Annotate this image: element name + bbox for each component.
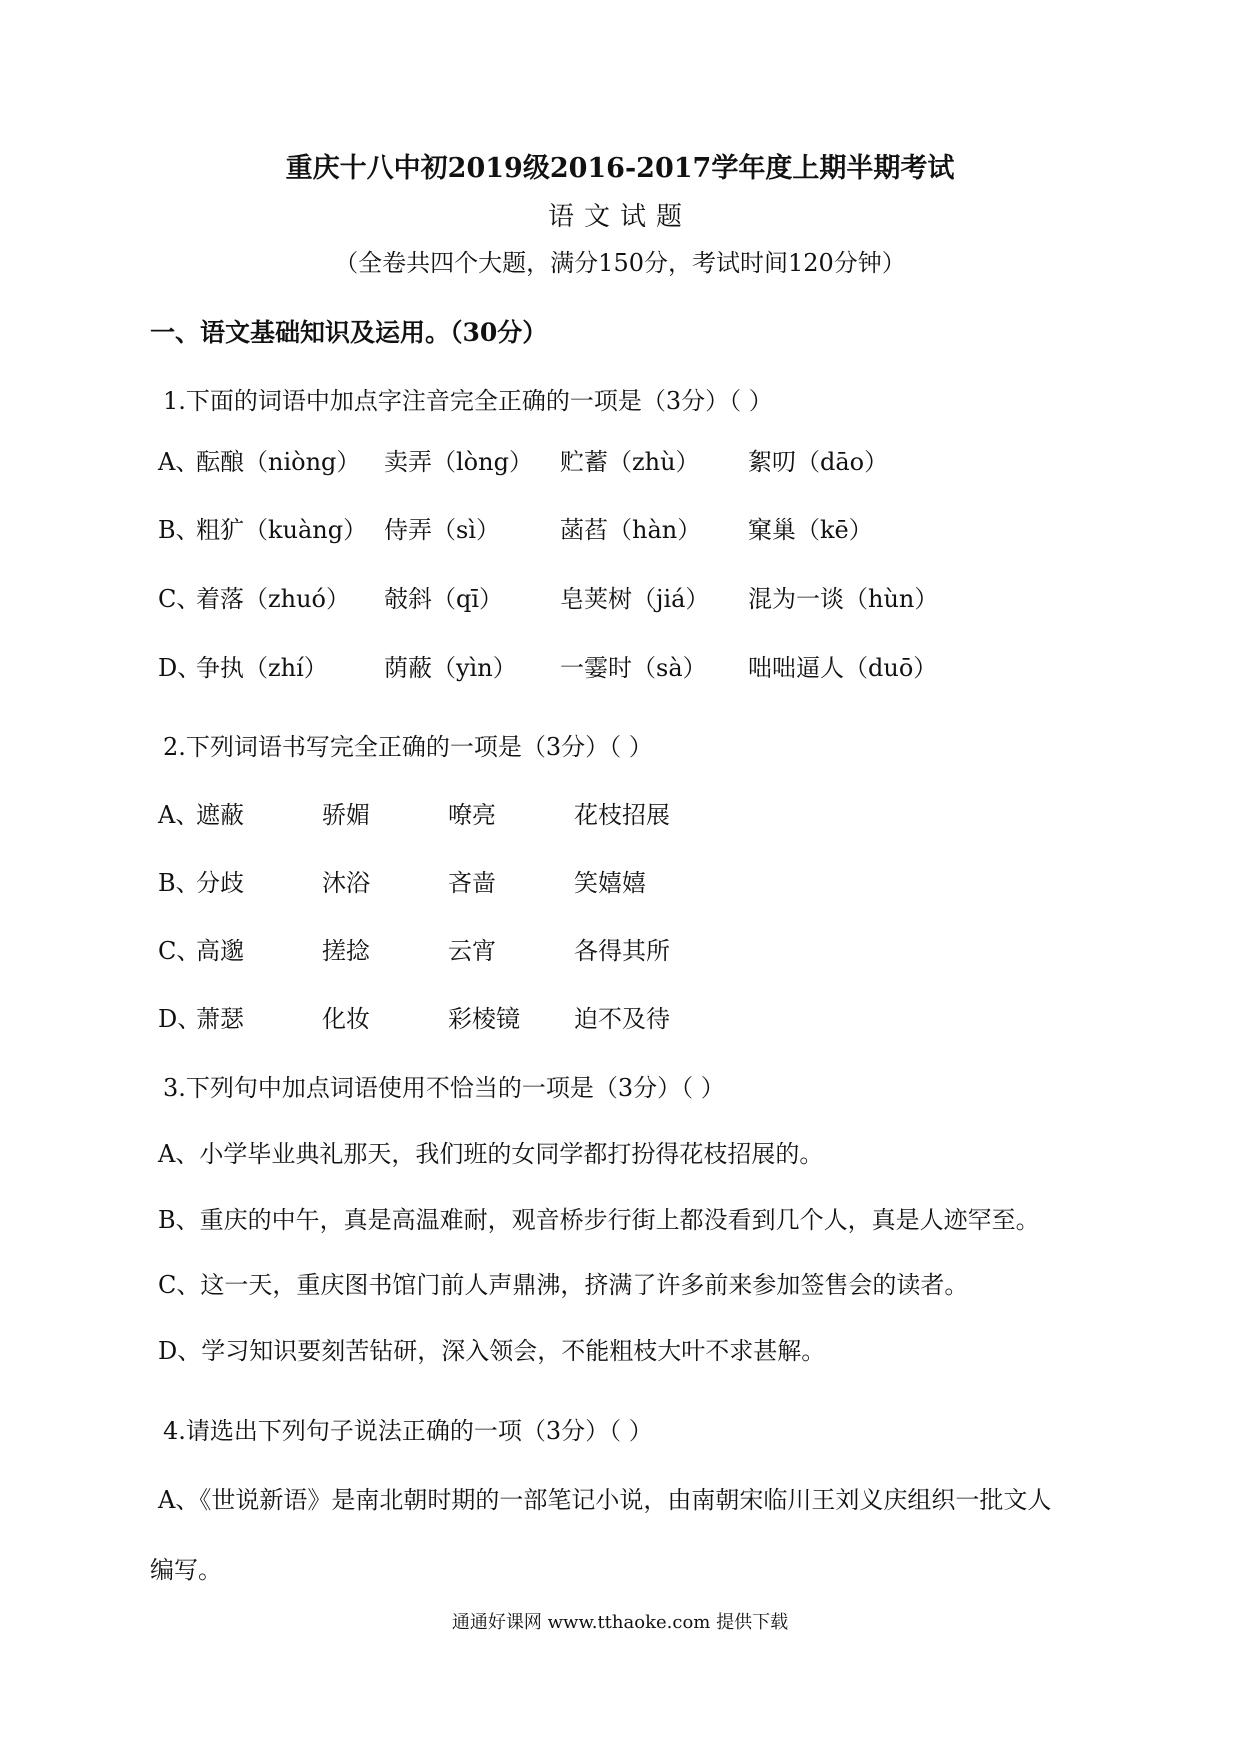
option-item: 搓捻 <box>322 937 370 965</box>
option-item: 彩棱镜 <box>448 1005 520 1033</box>
option-item: 沐浴 <box>322 869 370 897</box>
option-label: A、 <box>158 448 200 476</box>
option-item: 卖弄（lòng） <box>384 448 533 476</box>
option-item: 笑嬉嬉 <box>574 869 646 897</box>
option-item: 贮蓄（zhù） <box>560 448 700 476</box>
option-label: C、 <box>158 937 201 965</box>
option-item: 分歧 <box>196 869 244 897</box>
exam-subtitle: 语文试题 <box>547 202 692 232</box>
question-2-stem: 2.下列词语书写完全正确的一项是（3分）（ ） <box>163 733 653 761</box>
option-item: 萧瑟 <box>196 1005 244 1033</box>
option-item: 侍弄（sì） <box>384 516 500 544</box>
option-item: 咄咄逼人（duō） <box>748 654 938 682</box>
option-item: 一霎时（sà） <box>560 654 707 682</box>
question-3-option-b: B、重庆的中午，真是高温难耐，观音桥步行街上都没看到几个人，真是人迹罕至。 <box>158 1206 1040 1234</box>
option-label: A、 <box>158 801 200 829</box>
question-3-stem: 3.下列句中加点词语使用不恰当的一项是（3分）（ ） <box>163 1074 725 1102</box>
option-item: 骄媚 <box>322 801 370 829</box>
question-1-stem: 1.下面的词语中加点字注音完全正确的一项是（3分）（ ） <box>163 387 773 415</box>
exam-note: （全卷共四个大题，满分150分，考试时间120分钟） <box>334 249 906 277</box>
option-item: 菡萏（hàn） <box>560 516 702 544</box>
exam-title: 重庆十八中初2019级2016-2017学年度上期半期考试 <box>285 153 955 184</box>
question-4-option-a-line1: A、《世说新语》是南北朝时期的一部笔记小说，由南朝宋临川王刘义庆组织一批文人 <box>158 1486 1052 1514</box>
option-item: 荫蔽（yìn） <box>384 654 517 682</box>
option-item: 花枝招展 <box>574 801 670 829</box>
option-label: C、 <box>158 585 201 613</box>
question-3-option-d: D、学习知识要刻苦钻研，深入领会，不能粗枝大叶不求甚解。 <box>158 1337 826 1365</box>
option-item: 絮叨（dāo） <box>748 448 889 476</box>
option-item: 皂荚树（jiá） <box>560 585 710 613</box>
option-item: 争执（zhí） <box>196 654 328 682</box>
option-item: 酝酿（niòng） <box>196 448 361 476</box>
option-item: 粗犷（kuàng） <box>196 516 368 544</box>
option-label: D、 <box>158 654 202 682</box>
option-label: B、 <box>158 516 200 544</box>
option-item: 迫不及待 <box>574 1005 670 1033</box>
option-item: 遮蔽 <box>196 801 244 829</box>
option-item: 攲斜（qī） <box>384 585 504 613</box>
footer-credit: 通通好课网 www.tthaoke.com 提供下载 <box>451 1612 789 1633</box>
option-item: 高邈 <box>196 937 244 965</box>
option-label: D、 <box>158 1005 202 1033</box>
option-item: 各得其所 <box>574 937 670 965</box>
option-label: B、 <box>158 869 200 897</box>
question-3-option-a: A、小学毕业典礼那天，我们班的女同学都打扮得花枝招展的。 <box>158 1140 824 1168</box>
question-3-option-c: C、这一天，重庆图书馆门前人声鼎沸，挤满了许多前来参加签售会的读者。 <box>158 1271 969 1299</box>
option-item: 着落（zhuó） <box>196 585 351 613</box>
question-4-option-a-line2: 编写。 <box>150 1556 222 1584</box>
option-item: 混为一谈（hùn） <box>748 585 939 613</box>
section-title: 一、语文基础知识及运用。（30分） <box>150 318 548 347</box>
option-item: 云宵 <box>448 937 496 965</box>
option-item: 吝啬 <box>448 869 496 897</box>
option-item: 化妆 <box>322 1005 370 1033</box>
option-item: 窠巢（kē） <box>748 516 873 544</box>
question-4-stem: 4.请选出下列句子说法正确的一项（3分）（ ） <box>163 1417 653 1445</box>
option-item: 嘹亮 <box>448 801 496 829</box>
